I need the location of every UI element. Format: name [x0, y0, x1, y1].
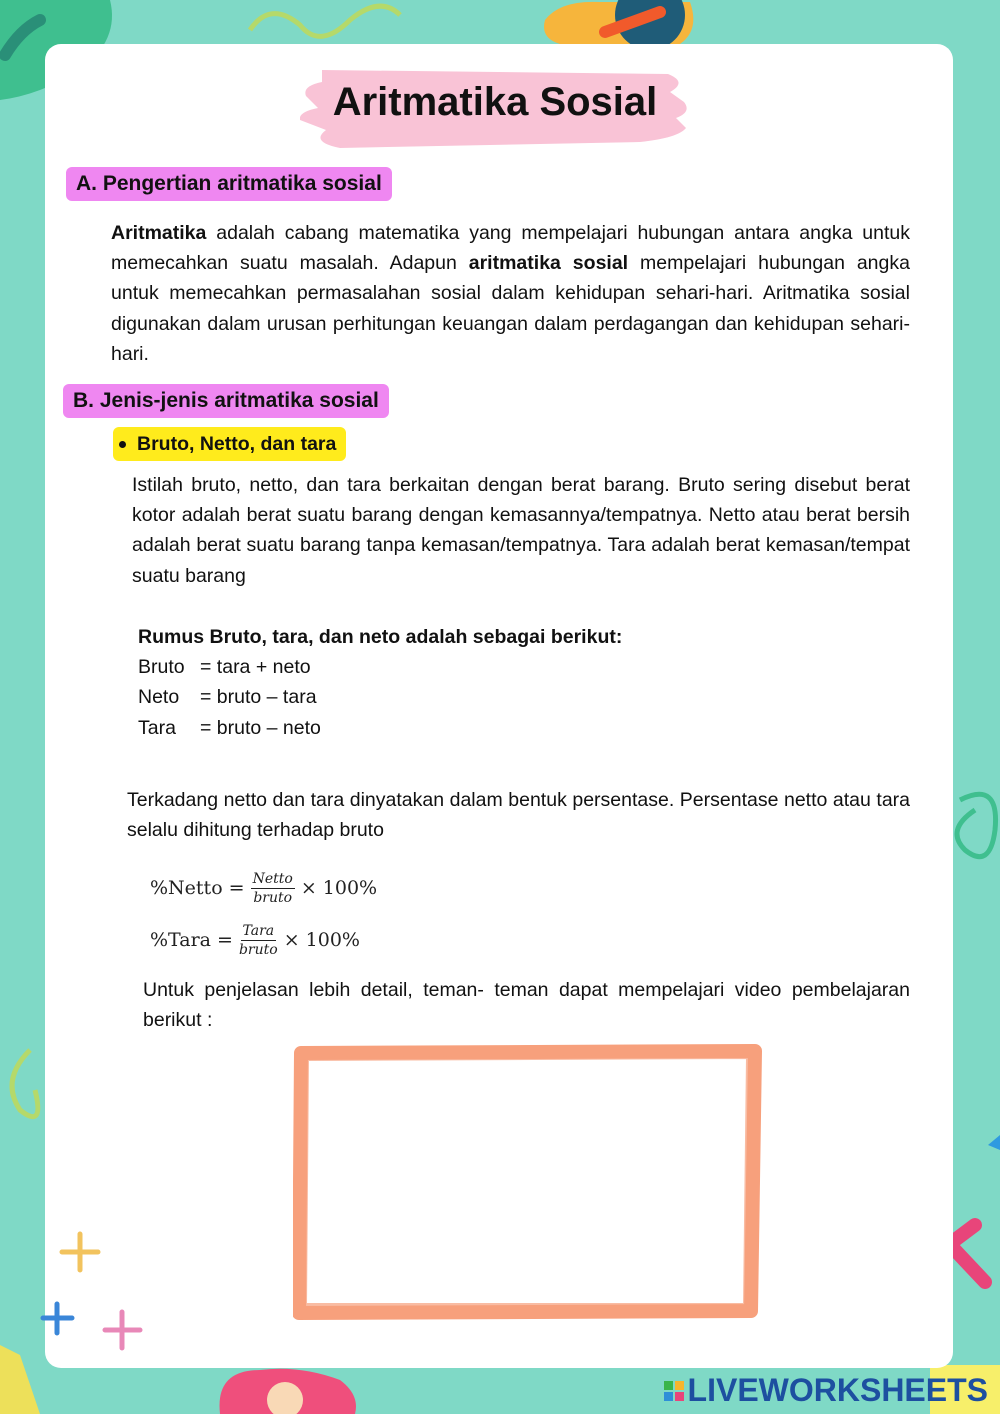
fraction [251, 871, 295, 906]
fraction-denominator: bruto [238, 941, 278, 958]
definition-paragraph: Istilah bruto, netto, dan tara berkaitan dengan berat barang. Bruto sering disebut berat kotor adalah berat suatu barang dengan kemasannya/tempatnya. Netto atau berat bersih adalah berat suatu barang tanpa kemasan/tempatnya. Tara adalah berat kemasan/tempat suatu barang [132, 474, 910, 587]
formula-expr: = tara + neto [200, 656, 311, 679]
para-a-text2: mempelajari hubungan angka untuk memecahkan permasalahan sosial dalam kehidupan sehari-hari. Aritmatika sosial digunakan dalam urusan perhitungan keuangan dalam perdagangan dan kehidupan sehari-hari. [111, 252, 910, 365]
formula-lhs: %Netto = [150, 877, 245, 899]
bullet-dot-icon [119, 441, 126, 448]
plus-blue [43, 1304, 72, 1333]
term-aritmatika-sosial: aritmatika sosial [468, 252, 629, 275]
bullet-bruto-netto-tara [113, 427, 346, 461]
fraction [239, 923, 278, 958]
title-banner [300, 66, 690, 150]
formula-label: Bruto [138, 656, 185, 679]
video-embed-frame[interactable] [293, 1043, 763, 1323]
formula-rhs: × 100% [300, 877, 378, 899]
formula-row [138, 682, 622, 712]
formula-row [138, 652, 622, 682]
liveworksheets-logo-icon [664, 1381, 684, 1401]
fraction-numerator: Tara [242, 922, 275, 939]
bullet-label: Bruto, Netto, dan tara [137, 432, 337, 455]
formula-lhs: %Tara = [150, 929, 233, 951]
formula-label: Neto [138, 686, 180, 709]
brand-name: LIVEWORKSHEETS [687, 1372, 988, 1408]
formula-expr: = bruto – neto [200, 716, 321, 739]
percent-netto-formula [150, 862, 377, 914]
formula-label: Tara [138, 716, 176, 739]
formula-row [138, 713, 622, 743]
formula-expr: = bruto – tara [200, 686, 317, 709]
page-title: Aritmatika Sosial [332, 80, 658, 124]
percent-formulas [150, 862, 377, 966]
percent-tara-formula [150, 914, 377, 966]
para-a-text1: adalah cabang matematika yang mempelajari hubungan antara angka untuk memecahkan suatu masalah. Adapun [111, 222, 910, 275]
section-a-heading: A. Pengertian aritmatika sosial [66, 167, 392, 201]
formula-heading: Rumus Bruto, tara, dan neto adalah sebagai berikut: [138, 626, 623, 648]
formula-rhs: × 100% [283, 929, 360, 951]
liveworksheets-brand[interactable] [664, 1372, 988, 1409]
video-placeholder [293, 1043, 763, 1323]
plus-pink [105, 1312, 140, 1348]
section-a-paragraph [111, 218, 910, 369]
fraction-denominator: bruto [253, 889, 293, 906]
percent-note-paragraph: Terkadang netto dan tara dinyatakan dalam bentuk persentase. Persentase netto atau tara selalu dihitung terhadap bruto [127, 789, 910, 842]
fraction-numerator: Netto [252, 870, 293, 887]
formula-block [138, 622, 622, 743]
term-aritmatika: Aritmatika [111, 222, 207, 244]
section-b-heading: B. Jenis-jenis aritmatika sosial [63, 384, 389, 418]
video-note-paragraph: Untuk penjelasan lebih detail, teman- teman dapat mempelajari video pembelajaran berikut : [143, 979, 910, 1032]
plus-yellow [62, 1234, 98, 1270]
